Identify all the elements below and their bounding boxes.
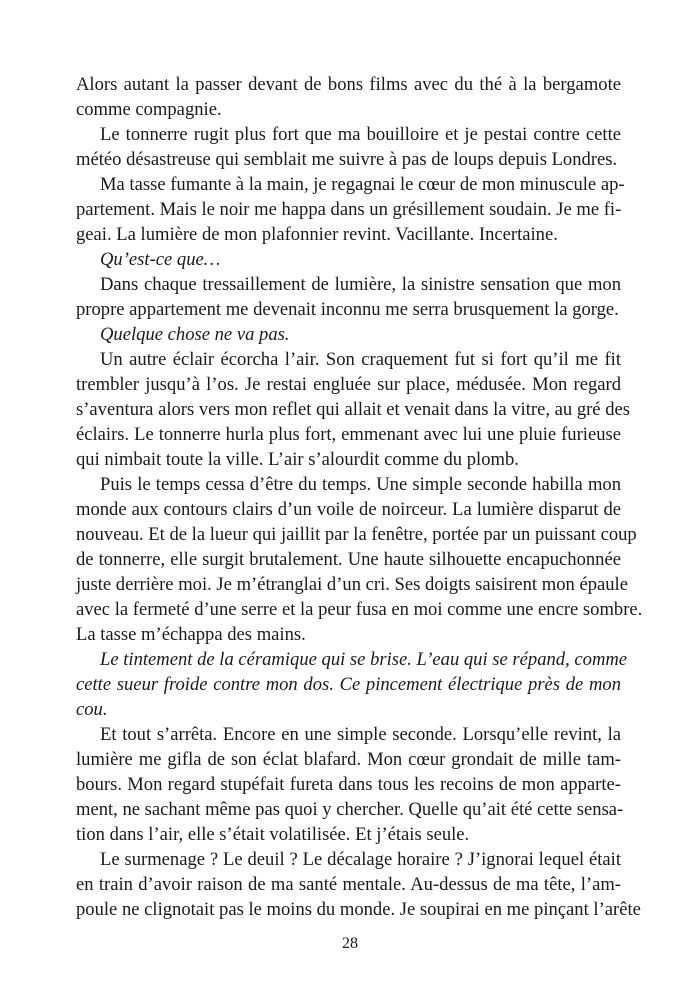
text-line: Et tout s’arrêta. Encore en une simple seconde. Lorsqu’elle revint, la [100,724,621,745]
text-line: Puis le temps cessa d’être du temps. Une simple seconde habilla mon [100,474,621,495]
text-line: monde aux contours clairs d’un voile de noirceur. La lumière disparut de [76,499,621,520]
text-line: avec la fermeté d’une serre et la peur fusa en moi comme une encre sombre. [76,599,643,620]
text-line: geai. La lumière de mon plafonnier revint. Vacillante. Incertaine. [76,224,558,245]
text-line: ment, ne sachant même pas quoi y chercher. Quelle qu’ait été cette sensa- [76,799,624,820]
text-line: Le tonnerre rugit plus fort que ma bouilloire et je pestai contre cette [100,124,621,145]
text-line: partement. Mais le noir me happa dans un grésillement soudain. Je me fi- [76,199,622,220]
text-line: propre appartement me devenait inconnu me serra brusquement la gorge. [76,299,619,320]
text-line: nouveau. Et de la lueur qui jaillit par la fenêtre, portée par un puissant coup [76,524,637,545]
page-body [76,72,643,922]
page-number: 28 [342,935,358,952]
text-line-italic: cette sueur froide contre mon dos. Ce pincement électrique près de mon [76,674,621,695]
text-line-italic: cou. [76,699,108,720]
text-line: lumière me gifla de son éclat blafard. Mon cœur grondait de mille tam- [76,749,621,770]
text-line: en train d’avoir raison de ma santé mentale. Au-dessus de ma tête, l’am- [76,874,621,895]
text-line: Le surmenage ? Le deuil ? Le décalage horaire ? J’ignorai lequel était [100,849,621,870]
text-line-italic: Quelque chose ne va pas. [100,324,290,345]
text-line: qui nimbait toute la ville. L’air s’alourdit comme du plomb. [76,449,519,470]
text-line: Un autre éclair écorcha l’air. Son craquement fut si fort qu’il me fit [100,349,621,370]
text-line: bours. Mon regard stupéfait fureta dans tous les recoins de mon apparte- [76,774,621,795]
text-line-italic: Qu’est-ce que… [100,249,221,270]
text-line: juste derrière moi. Je m’étranglai d’un cri. Ses doigts saisirent mon épaule [76,574,628,595]
text-line-italic: Le tintement de la céramique qui se brise. L’eau qui se répand, comme [100,649,628,670]
text-line: trembler jusqu’à l’os. Je restai engluée sur place, médusée. Mon regard [76,374,621,395]
text-line: poule ne clignotait pas le moins du monde. Je soupirai en me pinçant l’arête [76,899,641,920]
text-line: s’aventura alors vers mon reflet qui allait et venait dans la vitre, au gré des [76,399,630,420]
text-line: tion dans l’air, elle s’était volatilisée. Et j’étais seule. [76,824,470,845]
text-line: Ma tasse fumante à la main, je regagnai le cœur de mon minuscule ap- [100,174,625,195]
text-line: de tonnerre, elle surgit brutalement. Une haute silhouette encapuchonnée [76,549,621,570]
text-line: comme compagnie. [76,99,222,120]
text-line: éclairs. Le tonnerre hurla plus fort, emmenant avec lui une pluie furieuse [76,424,621,445]
text-line: La tasse m’échappa des mains. [76,624,306,645]
text-line: Alors autant la passer devant de bons films avec du thé à la bergamote [76,74,621,95]
text-line: météo désastreuse qui semblait me suivre à pas de loups depuis Londres. [76,149,618,170]
text-line: Dans chaque tressaillement de lumière, la sinistre sensation que mon [100,274,621,295]
